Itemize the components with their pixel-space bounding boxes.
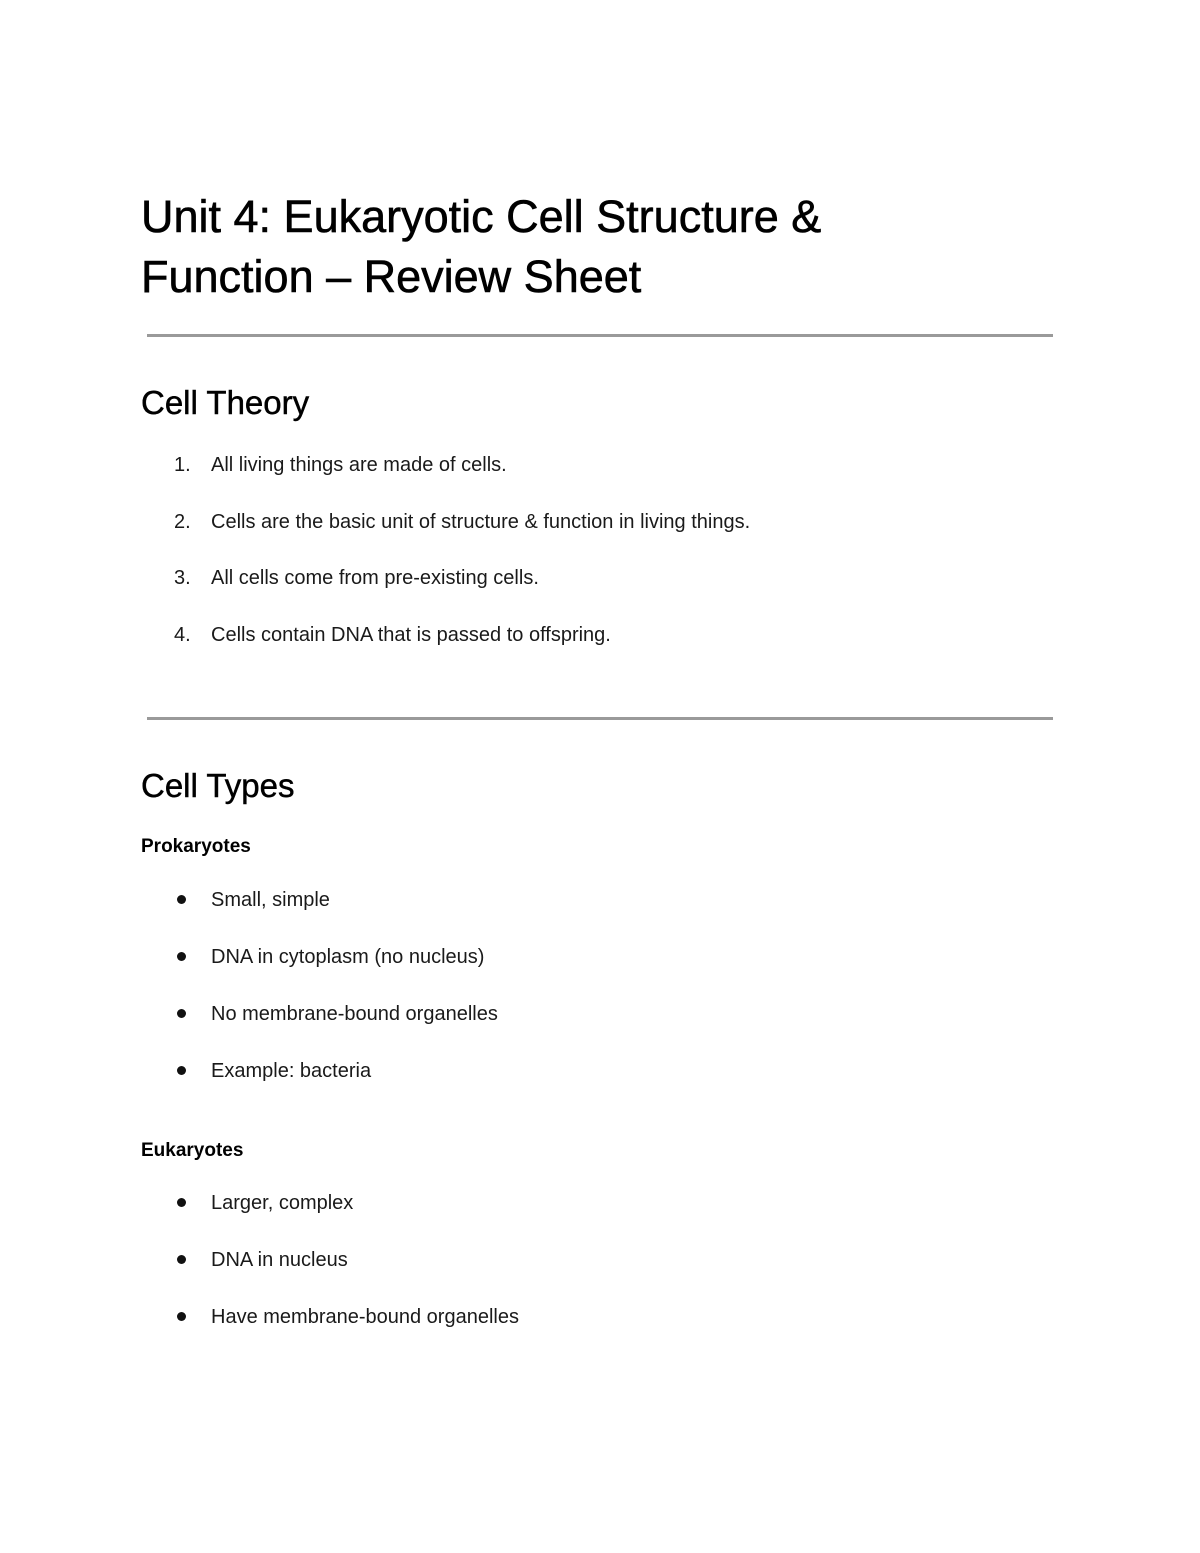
page-title bbox=[141, 187, 1061, 307]
list-item-text: DNA in nucleus bbox=[211, 1249, 348, 1271]
list-item bbox=[0, 1190, 1000, 1216]
horizontal-rule-1 bbox=[147, 334, 1053, 337]
bullet-icon bbox=[177, 1312, 186, 1321]
list-item-text: No membrane-bound organelles bbox=[211, 1003, 498, 1025]
list-item-text: Cells are the basic unit of structure & function in living things. bbox=[211, 511, 751, 533]
list-item bbox=[0, 1304, 1000, 1330]
list-item bbox=[0, 452, 1000, 478]
list-item-text: Example: bacteria bbox=[211, 1060, 372, 1082]
bullet-icon bbox=[177, 952, 186, 961]
list-item bbox=[0, 565, 1000, 591]
title-line-2: Function – Review Sheet bbox=[141, 251, 642, 302]
list-number: 4. bbox=[174, 624, 191, 646]
list-item bbox=[0, 1247, 1000, 1273]
list-item-text: Small, simple bbox=[211, 889, 330, 911]
list-item bbox=[0, 887, 1000, 913]
list-number: 2. bbox=[174, 511, 191, 533]
list-item-text: All living things are made of cells. bbox=[211, 454, 507, 476]
bullet-icon bbox=[177, 895, 186, 904]
bullet-icon bbox=[177, 1009, 186, 1018]
list-item-text: Cells contain DNA that is passed to offspring. bbox=[211, 624, 611, 646]
title-line-1: Unit 4: Eukaryotic Cell Structure & bbox=[141, 191, 822, 242]
list-item-text: DNA in cytoplasm (no nucleus) bbox=[211, 946, 485, 968]
bullet-icon bbox=[177, 1198, 186, 1207]
list-item bbox=[0, 622, 1000, 648]
bullet-icon bbox=[177, 1066, 186, 1075]
list-item bbox=[0, 944, 1000, 970]
cell-theory-heading: Cell Theory bbox=[141, 384, 310, 421]
list-item bbox=[0, 1001, 1000, 1027]
list-item-text: All cells come from pre-existing cells. bbox=[211, 567, 539, 589]
cell-types-heading: Cell Types bbox=[141, 767, 295, 804]
bullet-icon bbox=[177, 1255, 186, 1264]
list-item bbox=[0, 1058, 1000, 1084]
prokaryotes-heading: Prokaryotes bbox=[141, 836, 251, 857]
list-number: 1. bbox=[174, 454, 191, 476]
list-item bbox=[0, 509, 1000, 535]
eukaryotes-heading: Eukaryotes bbox=[141, 1140, 244, 1161]
list-item-text: Larger, complex bbox=[211, 1192, 354, 1214]
horizontal-rule-2 bbox=[147, 717, 1053, 720]
list-number: 3. bbox=[174, 567, 191, 589]
list-item-text: Have membrane-bound organelles bbox=[211, 1306, 519, 1328]
